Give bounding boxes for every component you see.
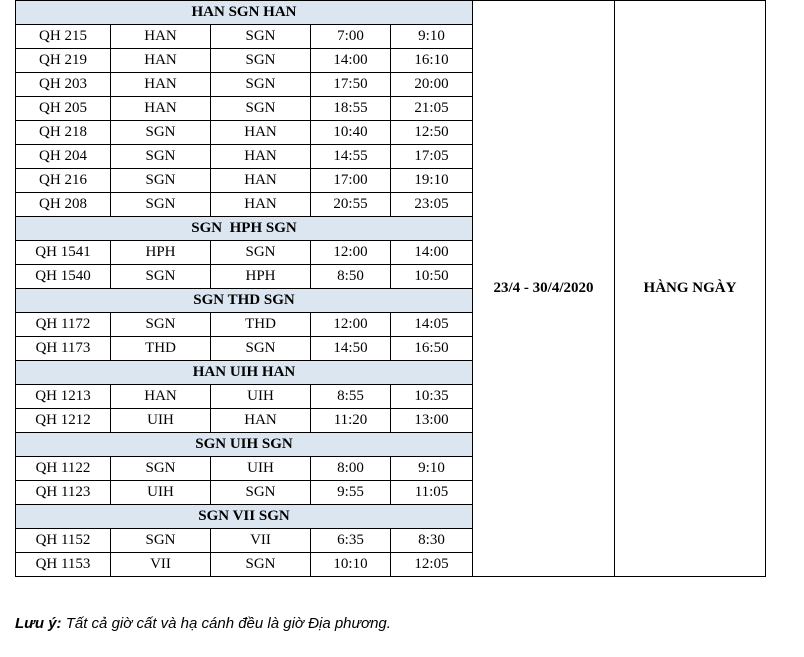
footnote xyxy=(15,615,391,632)
departure-time: 17:00 xyxy=(311,169,391,193)
route-group-title: SGN UIH SGN xyxy=(16,433,473,457)
origin-airport: UIH xyxy=(111,481,211,505)
destination-airport: SGN xyxy=(211,481,311,505)
flight-number: QH 1123 xyxy=(16,481,111,505)
arrival-time: 13:00 xyxy=(391,409,473,433)
departure-time: 12:00 xyxy=(311,241,391,265)
arrival-time: 10:50 xyxy=(391,265,473,289)
origin-airport: HAN xyxy=(111,97,211,121)
arrival-time: 20:00 xyxy=(391,73,473,97)
origin-airport: SGN xyxy=(111,265,211,289)
origin-airport: HAN xyxy=(111,25,211,49)
arrival-time: 9:10 xyxy=(391,25,473,49)
route-group-title: SGN THD SGN xyxy=(16,289,473,313)
origin-airport: HPH xyxy=(111,241,211,265)
flight-number: QH 205 xyxy=(16,97,111,121)
route-group-title: HAN UIH HAN xyxy=(16,361,473,385)
origin-airport: HAN xyxy=(111,49,211,73)
flight-number: QH 1172 xyxy=(16,313,111,337)
destination-airport: HAN xyxy=(211,193,311,217)
arrival-time: 10:35 xyxy=(391,385,473,409)
arrival-time: 14:00 xyxy=(391,241,473,265)
departure-time: 14:50 xyxy=(311,337,391,361)
arrival-time: 8:30 xyxy=(391,529,473,553)
departure-time: 8:00 xyxy=(311,457,391,481)
origin-airport: SGN xyxy=(111,121,211,145)
flight-number: QH 208 xyxy=(16,193,111,217)
destination-airport: SGN xyxy=(211,73,311,97)
validity-period: 23/4 - 30/4/2020 xyxy=(473,1,615,577)
destination-airport: VII xyxy=(211,529,311,553)
departure-time: 8:55 xyxy=(311,385,391,409)
origin-airport: HAN xyxy=(111,385,211,409)
flight-number: QH 1212 xyxy=(16,409,111,433)
frequency-label: HÀNG NGÀY xyxy=(615,1,766,577)
departure-time: 12:00 xyxy=(311,313,391,337)
destination-airport: UIH xyxy=(211,457,311,481)
departure-time: 10:10 xyxy=(311,553,391,577)
flight-number: QH 218 xyxy=(16,121,111,145)
departure-time: 8:50 xyxy=(311,265,391,289)
destination-airport: HAN xyxy=(211,121,311,145)
destination-airport: UIH xyxy=(211,385,311,409)
origin-airport: SGN xyxy=(111,169,211,193)
flight-number: QH 204 xyxy=(16,145,111,169)
arrival-time: 21:05 xyxy=(391,97,473,121)
destination-airport: SGN xyxy=(211,241,311,265)
footnote-text: Tất cả giờ cất và hạ cánh đều là giờ Địa phương. xyxy=(61,615,391,632)
departure-time: 20:55 xyxy=(311,193,391,217)
destination-airport: HAN xyxy=(211,409,311,433)
route-group-title: HAN SGN HAN xyxy=(16,1,473,25)
destination-airport: SGN xyxy=(211,553,311,577)
destination-airport: HPH xyxy=(211,265,311,289)
arrival-time: 23:05 xyxy=(391,193,473,217)
origin-airport: THD xyxy=(111,337,211,361)
arrival-time: 11:05 xyxy=(391,481,473,505)
destination-airport: THD xyxy=(211,313,311,337)
departure-time: 6:35 xyxy=(311,529,391,553)
flight-number: QH 1153 xyxy=(16,553,111,577)
flight-number: QH 1213 xyxy=(16,385,111,409)
arrival-time: 12:50 xyxy=(391,121,473,145)
origin-airport: SGN xyxy=(111,529,211,553)
origin-airport: SGN xyxy=(111,193,211,217)
departure-time: 18:55 xyxy=(311,97,391,121)
origin-airport: SGN xyxy=(111,457,211,481)
flight-number: QH 216 xyxy=(16,169,111,193)
departure-time: 7:00 xyxy=(311,25,391,49)
schedule-container xyxy=(15,0,766,577)
destination-airport: SGN xyxy=(211,25,311,49)
origin-airport: UIH xyxy=(111,409,211,433)
flight-number: QH 215 xyxy=(16,25,111,49)
origin-airport: VII xyxy=(111,553,211,577)
origin-airport: SGN xyxy=(111,145,211,169)
departure-time: 9:55 xyxy=(311,481,391,505)
arrival-time: 19:10 xyxy=(391,169,473,193)
destination-airport: SGN xyxy=(211,49,311,73)
departure-time: 17:50 xyxy=(311,73,391,97)
departure-time: 11:20 xyxy=(311,409,391,433)
arrival-time: 16:50 xyxy=(391,337,473,361)
group-header-row xyxy=(16,1,766,25)
flight-number: QH 1173 xyxy=(16,337,111,361)
flight-number: QH 1152 xyxy=(16,529,111,553)
departure-time: 14:55 xyxy=(311,145,391,169)
destination-airport: HAN xyxy=(211,145,311,169)
destination-airport: SGN xyxy=(211,337,311,361)
route-group-title: SGN HPH SGN xyxy=(16,217,473,241)
footnote-label: Lưu ý: xyxy=(15,615,62,632)
flight-schedule-table xyxy=(15,0,766,577)
flight-number: QH 219 xyxy=(16,49,111,73)
route-group-title: SGN VII SGN xyxy=(16,505,473,529)
departure-time: 10:40 xyxy=(311,121,391,145)
flight-number: QH 1540 xyxy=(16,265,111,289)
arrival-time: 14:05 xyxy=(391,313,473,337)
arrival-time: 16:10 xyxy=(391,49,473,73)
origin-airport: HAN xyxy=(111,73,211,97)
flight-number: QH 1122 xyxy=(16,457,111,481)
arrival-time: 9:10 xyxy=(391,457,473,481)
arrival-time: 12:05 xyxy=(391,553,473,577)
flight-number: QH 203 xyxy=(16,73,111,97)
destination-airport: HAN xyxy=(211,169,311,193)
arrival-time: 17:05 xyxy=(391,145,473,169)
destination-airport: SGN xyxy=(211,97,311,121)
departure-time: 14:00 xyxy=(311,49,391,73)
origin-airport: SGN xyxy=(111,313,211,337)
flight-number: QH 1541 xyxy=(16,241,111,265)
